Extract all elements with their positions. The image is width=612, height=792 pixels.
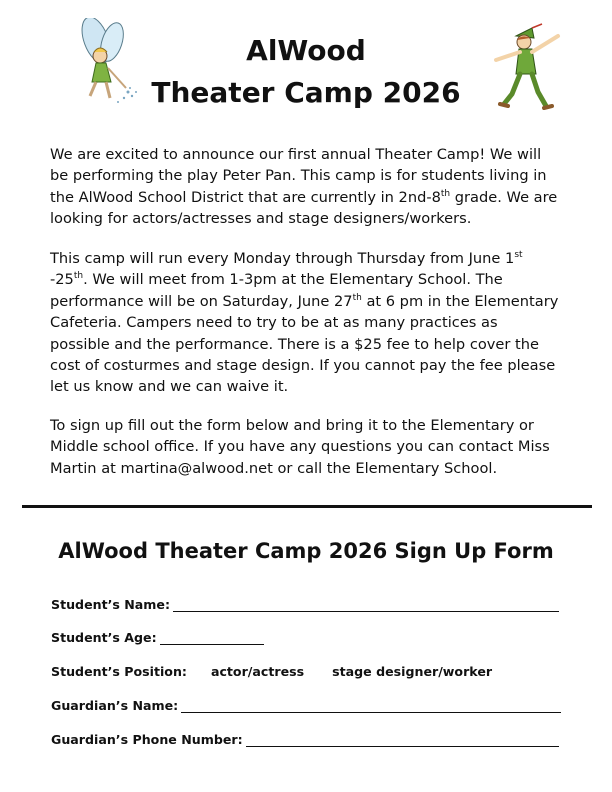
intro-paragraph-1 bbox=[50, 144, 570, 230]
student-age-label: Student’s Age: bbox=[51, 630, 157, 645]
text-line: This camp will run every Monday through Thursday from June 1st bbox=[50, 250, 523, 267]
student-age-field[interactable] bbox=[160, 630, 264, 645]
position-option-actor[interactable]: actor/actress bbox=[210, 664, 305, 679]
text-line: looking for actors/actresses and stage designers/workers. bbox=[50, 210, 472, 228]
student-position-label: Student’s Position: bbox=[51, 664, 187, 679]
text-line: Middle school office. If you have any questions you can contact Miss bbox=[50, 438, 550, 456]
intro-paragraph-3 bbox=[50, 415, 570, 479]
peter-pan-icon bbox=[486, 22, 566, 112]
student-name-row bbox=[51, 592, 559, 612]
form-title: AlWood Theater Camp 2026 Sign Up Form bbox=[58, 539, 554, 563]
guardian-phone-label: Guardian’s Phone Number: bbox=[51, 732, 243, 747]
guardian-phone-row bbox=[51, 727, 559, 747]
title-line-1: AlWood bbox=[246, 34, 366, 67]
text-line: -25th. We will meet from 1-3pm at the Elementary School. The bbox=[50, 271, 503, 289]
text-line: let us know and we can waive it. bbox=[50, 378, 289, 396]
text-line: Cafeteria. Campers need to try to be at as many practices as bbox=[50, 314, 498, 332]
text-line: be performing the play Peter Pan. This camp is for students living in bbox=[50, 167, 547, 185]
guardian-name-field[interactable] bbox=[181, 698, 561, 713]
text-line: the AlWood School District that are currently in 2nd-8th grade. We are bbox=[50, 188, 558, 206]
guardian-name-label: Guardian’s Name: bbox=[51, 698, 179, 713]
text-line: Martin at martina@alwood.net or call the Elementary School. bbox=[50, 459, 498, 477]
text-line: performance will be on Saturday, June 27th at 6 pm in the Elementary bbox=[50, 292, 559, 310]
text-line: We are excited to announce our first annual Theater Camp! We will bbox=[50, 146, 542, 163]
title-line-2: Theater Camp 2026 bbox=[151, 76, 461, 109]
text-line: possible and the performance. There is a $25 fee to help cover the bbox=[50, 335, 539, 353]
student-name-field[interactable] bbox=[173, 597, 559, 612]
student-position-row bbox=[51, 659, 492, 679]
student-name-label: Student’s Name: bbox=[51, 597, 171, 612]
guardian-phone-field[interactable] bbox=[246, 732, 559, 747]
student-age-row bbox=[51, 625, 264, 645]
guardian-name-row bbox=[51, 693, 561, 713]
text-line: cost of costurmes and stage design. If you cannot pay the fee please bbox=[50, 357, 556, 375]
tinker-bell-icon bbox=[56, 18, 146, 108]
position-option-stage-designer[interactable]: stage designer/worker bbox=[332, 664, 493, 679]
intro-paragraph-2 bbox=[50, 248, 570, 398]
text-line: To sign up fill out the form below and bring it to the Elementary or bbox=[50, 417, 534, 434]
section-divider bbox=[22, 505, 592, 508]
